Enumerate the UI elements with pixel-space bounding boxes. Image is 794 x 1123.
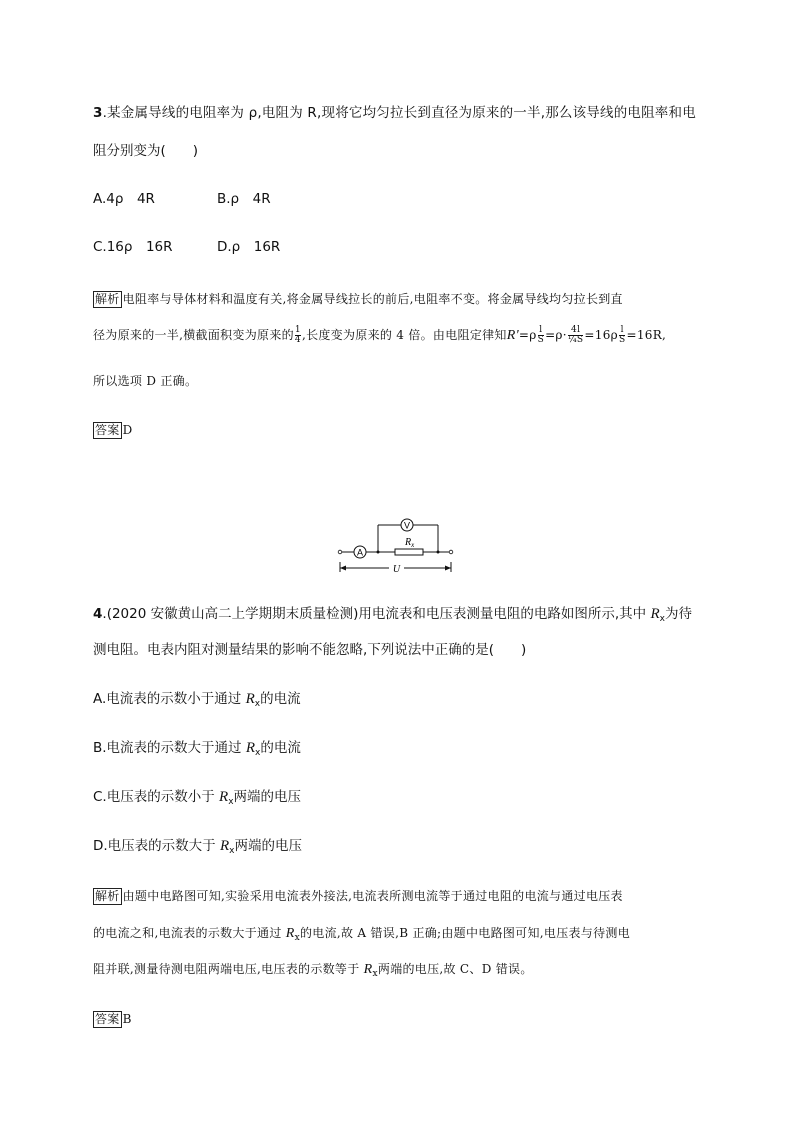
q4-analysis-text-3a: 阻并联,测量待测电阻两端电压,电压表的示数等于 xyxy=(93,962,364,976)
q3-fraction-l-2: l xyxy=(620,325,624,335)
q3-fraction-l: l xyxy=(539,325,543,335)
q3-option-d[interactable]: D.ρ 16R xyxy=(217,239,281,255)
q3-fraction-l-over-s xyxy=(538,326,544,345)
u-arrow-left xyxy=(340,566,346,571)
q4-analysis-line1 xyxy=(93,887,623,905)
q4-analysis-text-1: 由题中电路图可知,实验采用电流表外接法,电流表所测电流等于通过电阻的电流与通过电压表 xyxy=(122,889,623,903)
q4-analysis-rx-1: R xyxy=(285,926,295,941)
q4-analysis-text-2b: 的电流,故 A 错误,B 正确;由题中电路图可知,电压表与待测电 xyxy=(299,926,631,940)
q3-fraction-quarter-num: 1 xyxy=(294,325,301,335)
q3-analysis-text-2a: 径为原来的一半,横截面积变为原来的 xyxy=(93,328,294,342)
q3-analysis-text-2b: ,长度变为原来的 4 倍。由电阻定律知 xyxy=(301,328,507,342)
voltmeter-label: V xyxy=(403,520,411,531)
u-arrow-right xyxy=(445,566,451,571)
q4-option-a-rx-sub: x xyxy=(254,699,261,709)
resistor-label xyxy=(404,537,415,549)
q4-stem-text-1b: 为待 xyxy=(664,606,692,622)
q3-analysis-line3: 所以选项 D 正确。 xyxy=(93,374,198,388)
q4-answer-tag: 答案 xyxy=(95,1012,120,1026)
resistor-label-main: R xyxy=(405,537,412,548)
q3-fraction-4l xyxy=(568,326,584,345)
q3-analysis-text-1: 电阻率与导体材料和温度有关,将金属导线拉长的前后,电阻率不变。将金属导线均匀拉长到直 xyxy=(122,292,623,306)
q4-answer xyxy=(93,1010,132,1028)
q4-analysis-rx-2: R xyxy=(363,962,373,977)
q3-fraction-l-over-s-2 xyxy=(619,326,625,345)
q3-formula-eq2: =ρ· xyxy=(545,328,567,342)
q4-option-c-rx-sub: x xyxy=(228,797,234,807)
q4-option-a-rx: R xyxy=(245,691,255,707)
q4-option-c-pre: C.电压表的示数小于 xyxy=(93,789,220,805)
q4-rx-sub: x xyxy=(659,614,665,624)
q3-analysis-line2 xyxy=(93,326,666,345)
q4-option-d-post: 两端的电压 xyxy=(234,838,302,854)
q4-option-b-post: 的电流 xyxy=(260,740,301,756)
q3-formula-eq1: =ρ xyxy=(518,328,537,342)
q4-option-c-rx: R xyxy=(219,789,229,805)
q4-option-a-pre: A.电流表的示数小于通过 xyxy=(93,691,246,707)
q4-answer-value: B xyxy=(122,1012,132,1026)
q3-analysis-tag: 解析 xyxy=(95,292,120,306)
q4-analysis-line3 xyxy=(93,960,533,983)
q4-stem-text-1a: .(2020 安徽黄山高二上学期期末质量检测)用电流表和电压表测量电阻的电路如图所示,其中 xyxy=(102,606,651,622)
q3-fraction-s: S xyxy=(537,335,545,345)
q4-analysis-tag: 解析 xyxy=(95,889,120,903)
q4-analysis-rx-sub-1: x xyxy=(294,933,300,943)
q3-stem-line2: 阻分别变为( ) xyxy=(93,143,199,159)
q4-option-a[interactable] xyxy=(93,690,301,713)
q3-fraction-4l-num: 4l xyxy=(571,325,581,335)
resistor-label-sub: x xyxy=(411,541,415,549)
q4-option-d-pre: D.电压表的示数大于 xyxy=(93,838,220,854)
q3-fraction-s-2: S xyxy=(619,335,626,345)
q4-option-a-post: 的电流 xyxy=(260,691,301,707)
q4-option-d[interactable] xyxy=(93,837,302,860)
q3-option-b[interactable]: B.ρ 4R xyxy=(217,191,271,207)
q3-answer xyxy=(93,421,133,439)
q4-option-c-post: 两端的电压 xyxy=(233,789,302,805)
q4-stem-line2: 测电阻。电表内阻对测量结果的影响不能忽略,下列说法中正确的是( ) xyxy=(93,642,527,658)
voltage-label: U xyxy=(392,564,401,575)
q4-option-b-pre: B.电流表的示数大于通过 xyxy=(93,740,246,756)
q3-number: 3 xyxy=(93,105,103,121)
q4-option-c[interactable] xyxy=(93,788,301,811)
q4-number: 4 xyxy=(93,606,103,622)
q4-option-b-rx: R xyxy=(245,740,256,756)
q4-analysis-text-2a: 的电流之和,电流表的示数大于通过 xyxy=(93,926,286,940)
q4-stem-line1 xyxy=(93,605,692,628)
junction-left xyxy=(377,551,380,554)
q3-option-a[interactable]: A.4ρ 4R xyxy=(93,191,155,207)
q4-option-d-rx: R xyxy=(219,838,230,854)
q3-formula-eq3: =16ρ xyxy=(584,328,618,342)
q3-formula-r-prime: R' xyxy=(506,328,519,343)
circuit-diagram xyxy=(330,510,460,576)
q3-stem-line1 xyxy=(93,104,696,122)
q3-fraction-4l-den: ¼S xyxy=(567,335,584,345)
q4-rx: R xyxy=(650,606,660,622)
q3-fraction-quarter-den: 4 xyxy=(294,335,301,345)
q4-analysis-text-3b: 两端的电压,故 C、D 错误。 xyxy=(377,962,533,976)
resistor-symbol xyxy=(395,549,423,555)
q4-option-b-rx-sub: x xyxy=(255,748,261,758)
q3-fraction-quarter xyxy=(295,326,301,345)
q3-answer-tag: 答案 xyxy=(95,423,120,437)
q4-option-b[interactable] xyxy=(93,739,301,762)
q3-answer-value: D xyxy=(122,423,133,437)
q3-option-c[interactable]: C.16ρ 16R xyxy=(93,239,173,255)
q3-analysis-line1 xyxy=(93,290,623,308)
q3-stem-text-1: .某金属导线的电阻率为 ρ,电阻为 R,现将它均匀拉长到直径为原来的一半,那么该导线的电阻率和电 xyxy=(102,105,696,121)
q3-formula-end: =16R, xyxy=(626,328,667,342)
q4-option-d-rx-sub: x xyxy=(229,846,235,856)
terminal-right xyxy=(449,550,453,554)
terminal-left xyxy=(338,550,342,554)
junction-right xyxy=(437,551,440,554)
q4-analysis-line2 xyxy=(93,924,630,947)
q4-analysis-rx-sub-2: x xyxy=(372,969,378,979)
ammeter-label: A xyxy=(356,547,364,558)
